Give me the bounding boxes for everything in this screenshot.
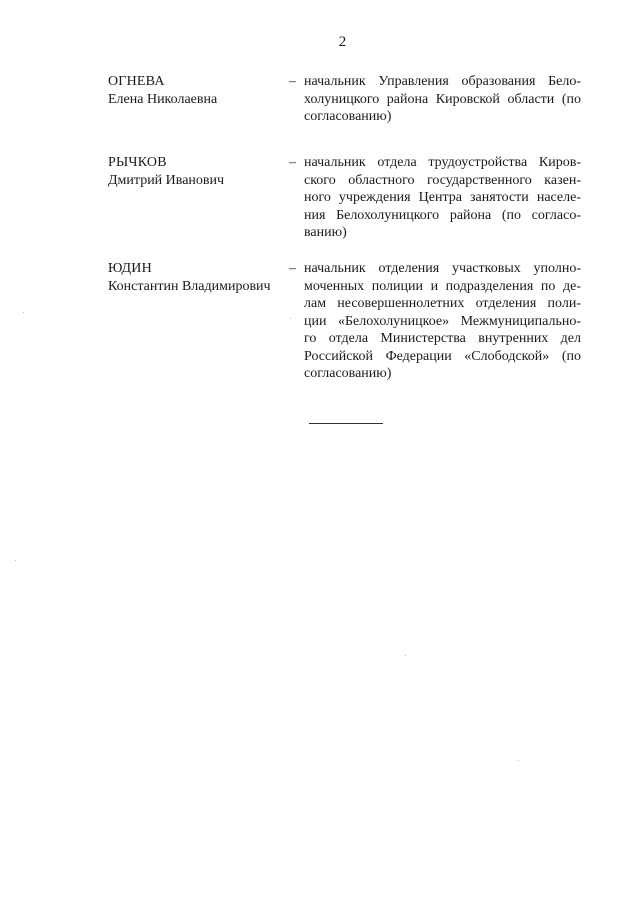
member-position [304,73,581,126]
separator-dash: – [289,261,296,276]
separator-dash: – [289,155,296,170]
member-surname: РЫЧКОВ [108,155,167,170]
position-line: лам несовершеннолетних отделения поли- [304,296,581,311]
position-line: Российской Федерации «Слободской» (по [304,348,581,364]
scan-speck [290,318,291,319]
separator-dash: – [289,74,296,89]
member-name [108,260,283,295]
member-name [108,73,283,108]
scan-speck [23,312,24,313]
position-line: согласованию) [304,109,392,124]
position-line: холуницкого района Кировской области (по [304,91,581,107]
position-line: го отдела Министерства внутренних дел [304,331,581,346]
page-number: 2 [338,34,347,50]
scan-speck [518,760,519,761]
position-line: начальник отделения участковых уполно- [304,261,581,276]
closing-rule [309,423,383,424]
member-surname: ОГНЕВА [108,74,165,89]
position-line: моченных полиции и подразделения по де- [304,278,581,294]
position-line: ского областного государственного казен- [304,172,581,188]
position-line: ния Белохолуницкого района (по согласо- [304,207,581,223]
member-given-names: Дмитрий Иванович [108,172,225,188]
member-position [304,154,581,242]
position-line: ванию) [304,225,347,240]
scan-speck [15,560,16,561]
member-position [304,260,581,383]
member-name [108,154,283,189]
position-line: ного учреждения Центра занятости населе- [304,190,581,205]
member-surname: ЮДИН [108,261,152,276]
position-line: начальник отдела трудоустройства Киров- [304,155,581,170]
scan-speck [405,655,406,656]
position-line: начальник Управления образования Бело- [304,74,581,89]
member-given-names: Елена Николаевна [108,91,218,107]
member-given-names: Константин Владимирович [108,278,271,294]
position-line: ции «Белохолуницкое» Межмуниципально- [304,313,581,329]
position-line: согласованию) [304,366,392,381]
